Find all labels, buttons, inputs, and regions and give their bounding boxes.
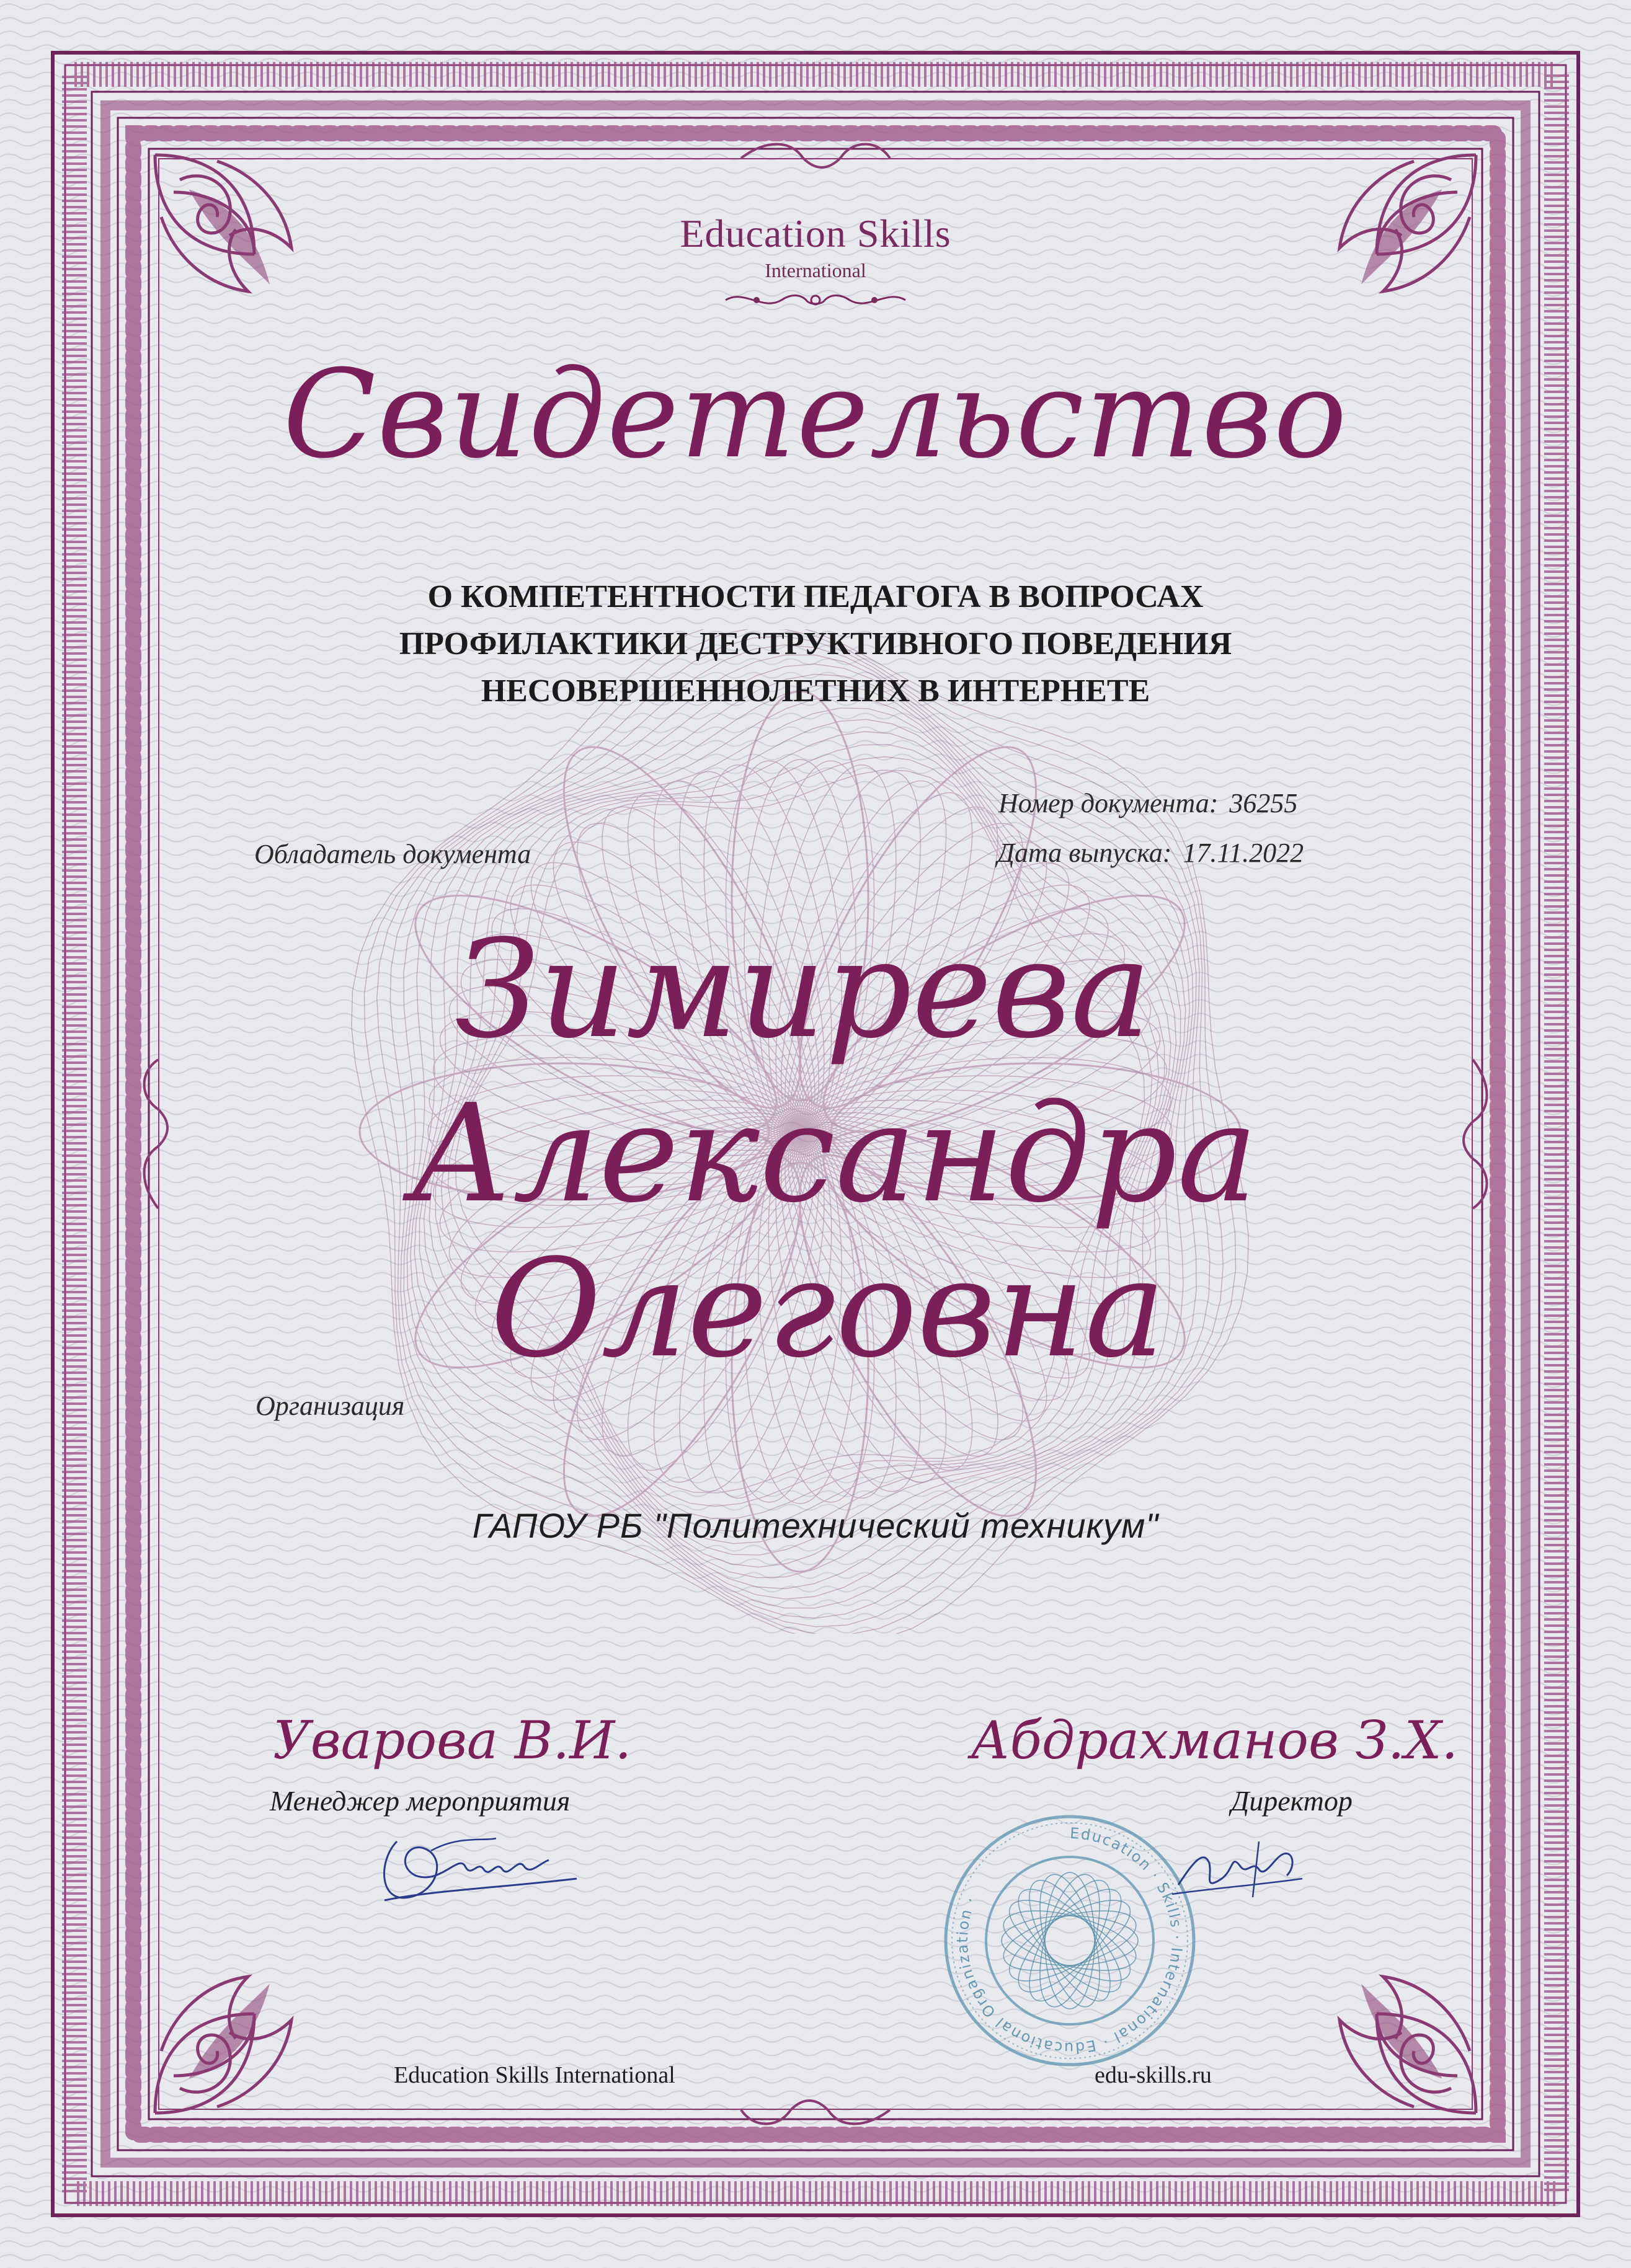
subject-line: ПРОФИЛАКТИКИ ДЕСТРУКТИВНОГО ПОВЕДЕНИЯ — [399, 626, 1232, 662]
footer-website: edu-skills.ru — [1095, 2062, 1212, 2088]
document-title: Свидетельство — [283, 344, 1348, 485]
issue-date-label: Дата выпуска: — [997, 838, 1172, 868]
brand-name: Education Skills — [680, 211, 951, 255]
issue-date-value: 17.11.2022 — [1183, 838, 1304, 868]
organization-stamp — [940, 1810, 1200, 2071]
holder-given-name: Александра — [410, 1076, 1258, 1233]
right-signatory-name: Абдрахманов З.Х. — [971, 1710, 1459, 1771]
ornament-flourish-icon — [719, 286, 912, 314]
holder-surname: Зимирева — [455, 911, 1152, 1068]
stamp-ring-text: Education · Skills · International · Educational Organization · — [953, 1824, 1186, 2057]
left-signature — [372, 1817, 583, 1922]
left-signatory-name: Уварова В.И. — [273, 1710, 632, 1771]
holder-label: Обладатель документа — [254, 839, 531, 869]
issue-date — [997, 837, 1304, 869]
right-signatory-role: Директор — [1231, 1785, 1353, 1817]
document-number — [998, 787, 1297, 819]
holder-patronymic: Олеговна — [490, 1231, 1166, 1388]
right-signature — [1166, 1829, 1309, 1910]
document-number-value: 36255 — [1229, 788, 1298, 818]
document-subject — [186, 574, 1445, 715]
svg-text:Education · Skills · Internati — [954, 1825, 1186, 2057]
organization-label: Организация — [256, 1391, 405, 1421]
organization-name: ГАПОУ РБ "Политехнический техникум" — [472, 1506, 1159, 1545]
subject-line: О КОМПЕТЕНТНОСТИ ПЕДАГОГА В ВОПРОСАХ — [427, 579, 1204, 614]
subject-line: НЕСОВЕРШЕННОЛЕТНИХ В ИНТЕРНЕТЕ — [481, 673, 1150, 709]
document-number-label: Номер документа: — [998, 788, 1219, 818]
footer-organization: Education Skills International — [394, 2062, 675, 2088]
brand-subtitle: International — [765, 259, 866, 281]
left-signatory-role: Менеджер мероприятия — [270, 1785, 571, 1817]
